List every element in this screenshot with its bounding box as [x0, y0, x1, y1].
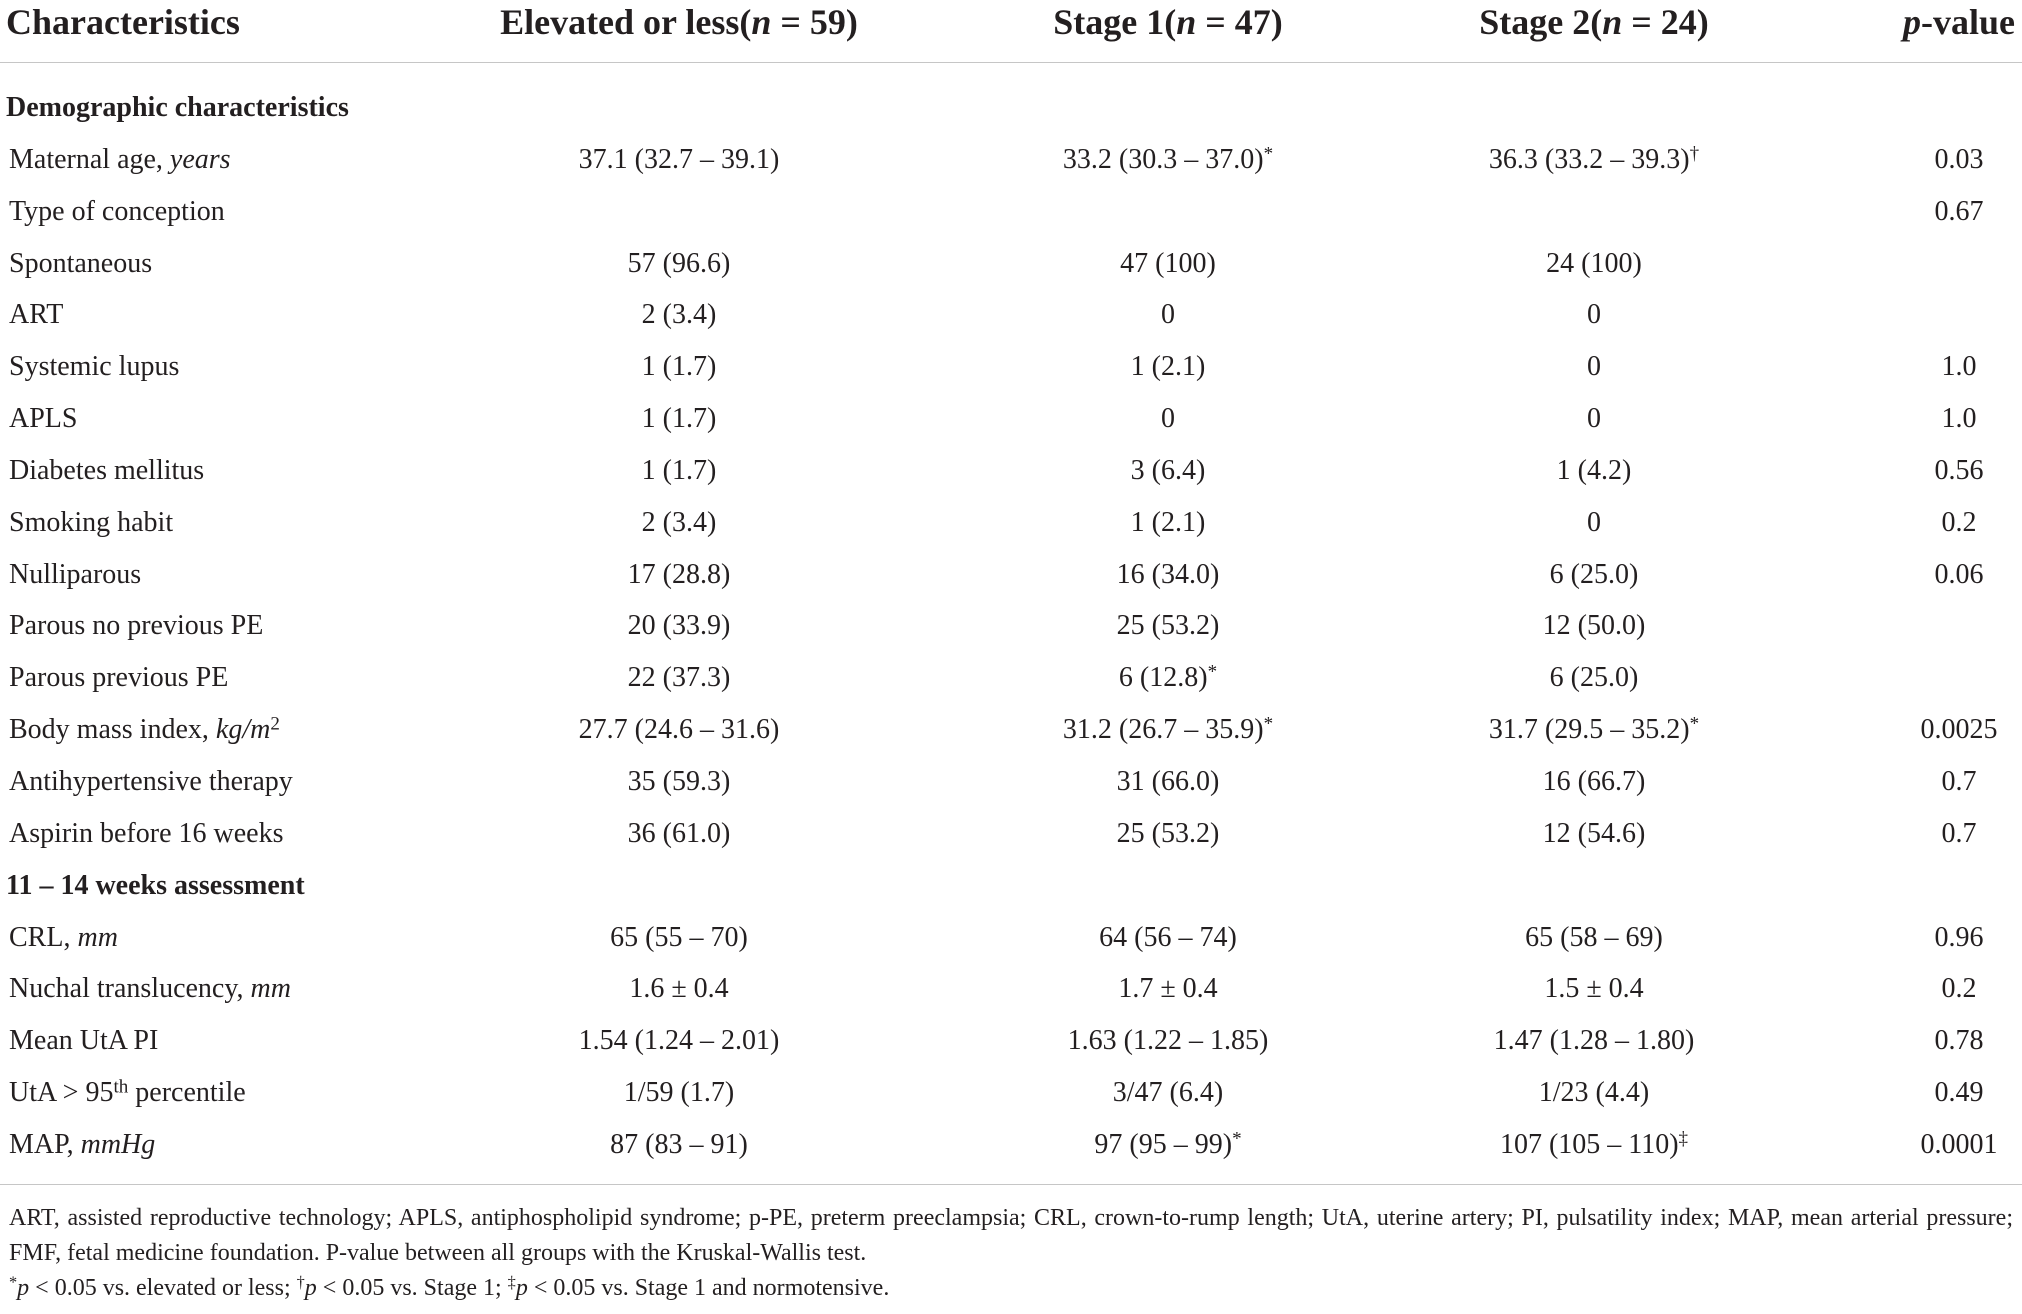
p-value-cell: 0.2 [1941, 973, 1977, 1005]
italic-text: years [169, 143, 231, 175]
characteristic-cell: Antihypertensive therapy [9, 765, 293, 797]
stage-2-cell: 16 (66.7) [1542, 765, 1646, 797]
superscript-mark: * [1207, 661, 1218, 683]
elevated-or-less-cell: 35 (59.3) [627, 765, 731, 797]
section-heading: Demographic characteristics [6, 92, 349, 123]
stage-2-cell: 0 [1587, 506, 1601, 538]
characteristic-cell: Parous previous PE [9, 662, 229, 694]
column-header-p-value [1903, 0, 2015, 44]
p-value-cell: 0.0001 [1920, 1128, 1998, 1160]
elevated-or-less-cell: 87 (83 – 91) [610, 1128, 748, 1160]
stage-2-cell: 1/23 (4.4) [1538, 1077, 1650, 1109]
stage-2-cell: 1.47 (1.28 – 1.80) [1493, 1025, 1695, 1057]
characteristic-cell [9, 1119, 155, 1171]
superscript-mark: ‡ [1678, 1128, 1689, 1150]
elevated-or-less-cell: 1/59 (1.7) [623, 1077, 735, 1109]
stage-1-cell: 1 (2.1) [1130, 351, 1206, 383]
italic-text: n [751, 2, 772, 42]
elevated-or-less-cell: 37.1 (32.7 – 39.1) [578, 143, 780, 175]
table-row [0, 445, 2022, 497]
stage-1-cell: 64 (56 – 74) [1099, 921, 1237, 953]
table-row [0, 1067, 2022, 1119]
text-run: Elevated or less( [500, 2, 752, 42]
table-row [0, 393, 2022, 445]
table-footnotes [9, 1201, 2013, 1306]
stage-2-cell: 65 (58 – 69) [1525, 921, 1663, 953]
superscript-mark: * [9, 1272, 18, 1292]
stage-2-cell: 0 [1587, 351, 1601, 383]
stage-1-cell: 1.7 ± 0.4 [1118, 973, 1218, 1005]
stage-1-cell: 31 (66.0) [1116, 765, 1220, 797]
stage-1-cell: 3/47 (6.4) [1112, 1077, 1224, 1109]
superscript-mark: * [1232, 1128, 1242, 1150]
superscript-mark: † [1689, 143, 1700, 165]
italic-text: n [1176, 2, 1197, 42]
characteristic-cell: Mean UtA PI [9, 1025, 159, 1057]
superscript-mark: ‡ [507, 1272, 516, 1292]
text-run: 33.2 (30.3 – 37.0) [1062, 143, 1264, 175]
elevated-or-less-cell: 36 (61.0) [627, 817, 731, 849]
stage-1-cell: 25 (53.2) [1116, 610, 1220, 642]
superscript-mark: th [113, 1076, 129, 1098]
p-value-cell: 1.0 [1941, 403, 1977, 435]
text-run: 36.3 (33.2 – 39.3) [1488, 143, 1690, 175]
stage-1-cell: 1 (2.1) [1130, 506, 1206, 538]
stage-1-cell [1119, 652, 1217, 704]
text-run: = 59) [771, 2, 858, 42]
text-run: 97 (95 – 99) [1094, 1128, 1233, 1160]
stage-1-cell: 47 (100) [1120, 247, 1216, 279]
stage-2-cell: 1.5 ± 0.4 [1544, 973, 1644, 1005]
characteristic-cell: Type of conception [9, 195, 225, 227]
table-header-row [0, 0, 2022, 44]
table-row [0, 497, 2022, 549]
stage-2-cell: 0 [1587, 403, 1601, 435]
superscript-mark: * [1263, 143, 1274, 165]
text-run: -value [1921, 2, 2015, 42]
superscript-mark: * [1689, 713, 1700, 735]
characteristic-cell [9, 1067, 246, 1119]
text-run: Maternal age, [9, 143, 170, 175]
stage-2-cell: 24 (100) [1546, 247, 1642, 279]
p-value-cell: 0.7 [1941, 817, 1977, 849]
stage-2-cell: 6 (25.0) [1549, 662, 1639, 694]
characteristic-cell: Nulliparous [9, 558, 142, 590]
characteristic-cell: Parous no previous PE [9, 610, 264, 642]
table-row [0, 134, 2022, 186]
p-value-cell: 0.06 [1934, 558, 1984, 590]
table-row [0, 963, 2022, 1015]
column-header-stage-1 [1053, 0, 1283, 44]
elevated-or-less-cell: 1.6 ± 0.4 [629, 973, 729, 1005]
text-run: = 47) [1196, 2, 1283, 42]
text-run: MAP, [9, 1128, 81, 1160]
text-run: < 0.05 vs. elevated or less; [29, 1275, 297, 1301]
header-rule [0, 62, 2022, 63]
superscript-mark: † [296, 1272, 305, 1292]
stage-1-cell: 16 (34.0) [1116, 558, 1220, 590]
table-row [0, 289, 2022, 341]
p-value-cell: 0.96 [1934, 921, 1984, 953]
text-run: Stage 1( [1053, 2, 1177, 42]
stage-2-cell: 12 (54.6) [1542, 817, 1646, 849]
stage-1-cell [1063, 704, 1273, 756]
stage-1-cell [1094, 1119, 1241, 1171]
table-row [0, 238, 2022, 290]
text-run: = 24) [1622, 2, 1709, 42]
italic-text: p [515, 1275, 528, 1301]
stage-1-cell: 25 (53.2) [1116, 817, 1220, 849]
text-run: 6 (12.8) [1118, 662, 1208, 694]
italic-text: p [1903, 2, 1921, 42]
text-run: Stage 2( [1479, 2, 1603, 42]
p-value-cell: 0.67 [1934, 195, 1984, 227]
italic-text: kg/m [215, 714, 271, 746]
characteristic-cell [9, 912, 118, 964]
footnote-abbreviations: ART, assisted reproductive technology; APLS, antiphospholipid syndrome; p-PE, preterm preeclampsia; CRL, crown-to-rump length; UtA, uterine artery; PI, pulsatility index; MAP, mean arterial pressure; FMF, fetal medicine foundation. P-value between all groups with the Kruskal-Wallis test. [9, 1205, 2013, 1266]
elevated-or-less-cell: 22 (37.3) [627, 662, 731, 694]
text-run: 107 (105 – 110) [1499, 1128, 1679, 1160]
table-bottom-rule [0, 1184, 2022, 1185]
section-heading-row [0, 82, 2022, 134]
italic-text: p [17, 1275, 30, 1301]
stage-2-cell [1500, 1119, 1688, 1171]
superscript-mark: * [1263, 713, 1274, 735]
elevated-or-less-cell: 1 (1.7) [641, 403, 717, 435]
elevated-or-less-cell: 2 (3.4) [641, 299, 717, 331]
table-row [0, 341, 2022, 393]
p-value-cell: 0.03 [1934, 143, 1984, 175]
p-value-cell: 0.2 [1941, 506, 1977, 538]
table-row [0, 1015, 2022, 1067]
text-run: Nuchal translucency, [9, 973, 251, 1005]
elevated-or-less-cell: 1.54 (1.24 – 2.01) [578, 1025, 780, 1057]
characteristic-cell: Spontaneous [9, 247, 153, 279]
p-value-cell: 0.56 [1934, 454, 1984, 486]
italic-text: n [1602, 2, 1623, 42]
italic-text: mm [250, 973, 291, 1005]
text-run: < 0.05 vs. Stage 1; [316, 1275, 508, 1301]
stage-1-cell: 3 (6.4) [1130, 454, 1206, 486]
characteristic-cell: APLS [9, 403, 78, 435]
elevated-or-less-cell: 1 (1.7) [641, 454, 717, 486]
p-value-cell: 1.0 [1941, 351, 1977, 383]
stage-1-cell: 1.63 (1.22 – 1.85) [1067, 1025, 1269, 1057]
italic-text: p [304, 1275, 317, 1301]
table-row [0, 912, 2022, 964]
table-row [0, 808, 2022, 860]
text-run: < 0.05 vs. Stage 1 and normotensive. [527, 1275, 890, 1301]
table-row [0, 186, 2022, 238]
p-value-cell: 0.49 [1934, 1077, 1984, 1109]
elevated-or-less-cell: 20 (33.9) [627, 610, 731, 642]
stage-2-cell [1489, 134, 1699, 186]
footnote-significance [9, 1271, 2013, 1306]
superscript-mark: 2 [270, 713, 280, 735]
elevated-or-less-cell: 57 (96.6) [627, 247, 731, 279]
elevated-or-less-cell: 65 (55 – 70) [610, 921, 748, 953]
stage-2-cell: 0 [1587, 299, 1601, 331]
elevated-or-less-cell: 2 (3.4) [641, 506, 717, 538]
characteristic-cell: Systemic lupus [9, 351, 180, 383]
table-row [0, 600, 2022, 652]
stage-2-cell: 6 (25.0) [1549, 558, 1639, 590]
table-row [0, 549, 2022, 601]
p-value-cell: 0.7 [1941, 765, 1977, 797]
section-heading: 11 – 14 weeks assessment [6, 869, 305, 901]
text-run: 31.7 (29.5 – 35.2) [1488, 714, 1690, 746]
table-row [0, 1119, 2022, 1171]
characteristic-cell: Aspirin before 16 weeks [9, 817, 284, 849]
characteristic-cell: ART [9, 299, 64, 331]
table-row [0, 652, 2022, 704]
stage-1-cell: 0 [1161, 299, 1175, 331]
elevated-or-less-cell: 17 (28.8) [627, 558, 731, 590]
text-run: percentile [128, 1077, 246, 1109]
elevated-or-less-cell: 27.7 (24.6 – 31.6) [578, 714, 780, 746]
column-header-stage-2 [1479, 0, 1709, 44]
characteristic-cell [9, 963, 291, 1015]
characteristic-cell: Diabetes mellitus [9, 454, 205, 486]
section-heading-row [0, 860, 2022, 912]
column-header-elevated-or-less [500, 0, 858, 44]
p-value-cell: 0.78 [1934, 1025, 1984, 1057]
italic-text: mm [77, 921, 118, 953]
stage-2-cell [1489, 704, 1699, 756]
text-run: CRL, [9, 921, 78, 953]
text-run: 31.2 (26.7 – 35.9) [1062, 714, 1264, 746]
characteristic-cell [9, 704, 280, 756]
characteristic-cell [9, 134, 231, 186]
text-run: UtA > 95 [9, 1077, 114, 1109]
stage-1-cell: 0 [1161, 403, 1175, 435]
column-header-characteristic: Characteristics [6, 2, 240, 42]
text-run: Body mass index, [9, 714, 216, 746]
stage-1-cell [1063, 134, 1273, 186]
italic-text: mmHg [80, 1128, 156, 1160]
stage-2-cell: 12 (50.0) [1542, 610, 1646, 642]
p-value-cell: 0.0025 [1920, 714, 1998, 746]
table-body [0, 82, 2022, 1171]
elevated-or-less-cell: 1 (1.7) [641, 351, 717, 383]
table-row [0, 704, 2022, 756]
characteristic-cell: Smoking habit [9, 506, 174, 538]
table-row [0, 756, 2022, 808]
stage-2-cell: 1 (4.2) [1556, 454, 1632, 486]
